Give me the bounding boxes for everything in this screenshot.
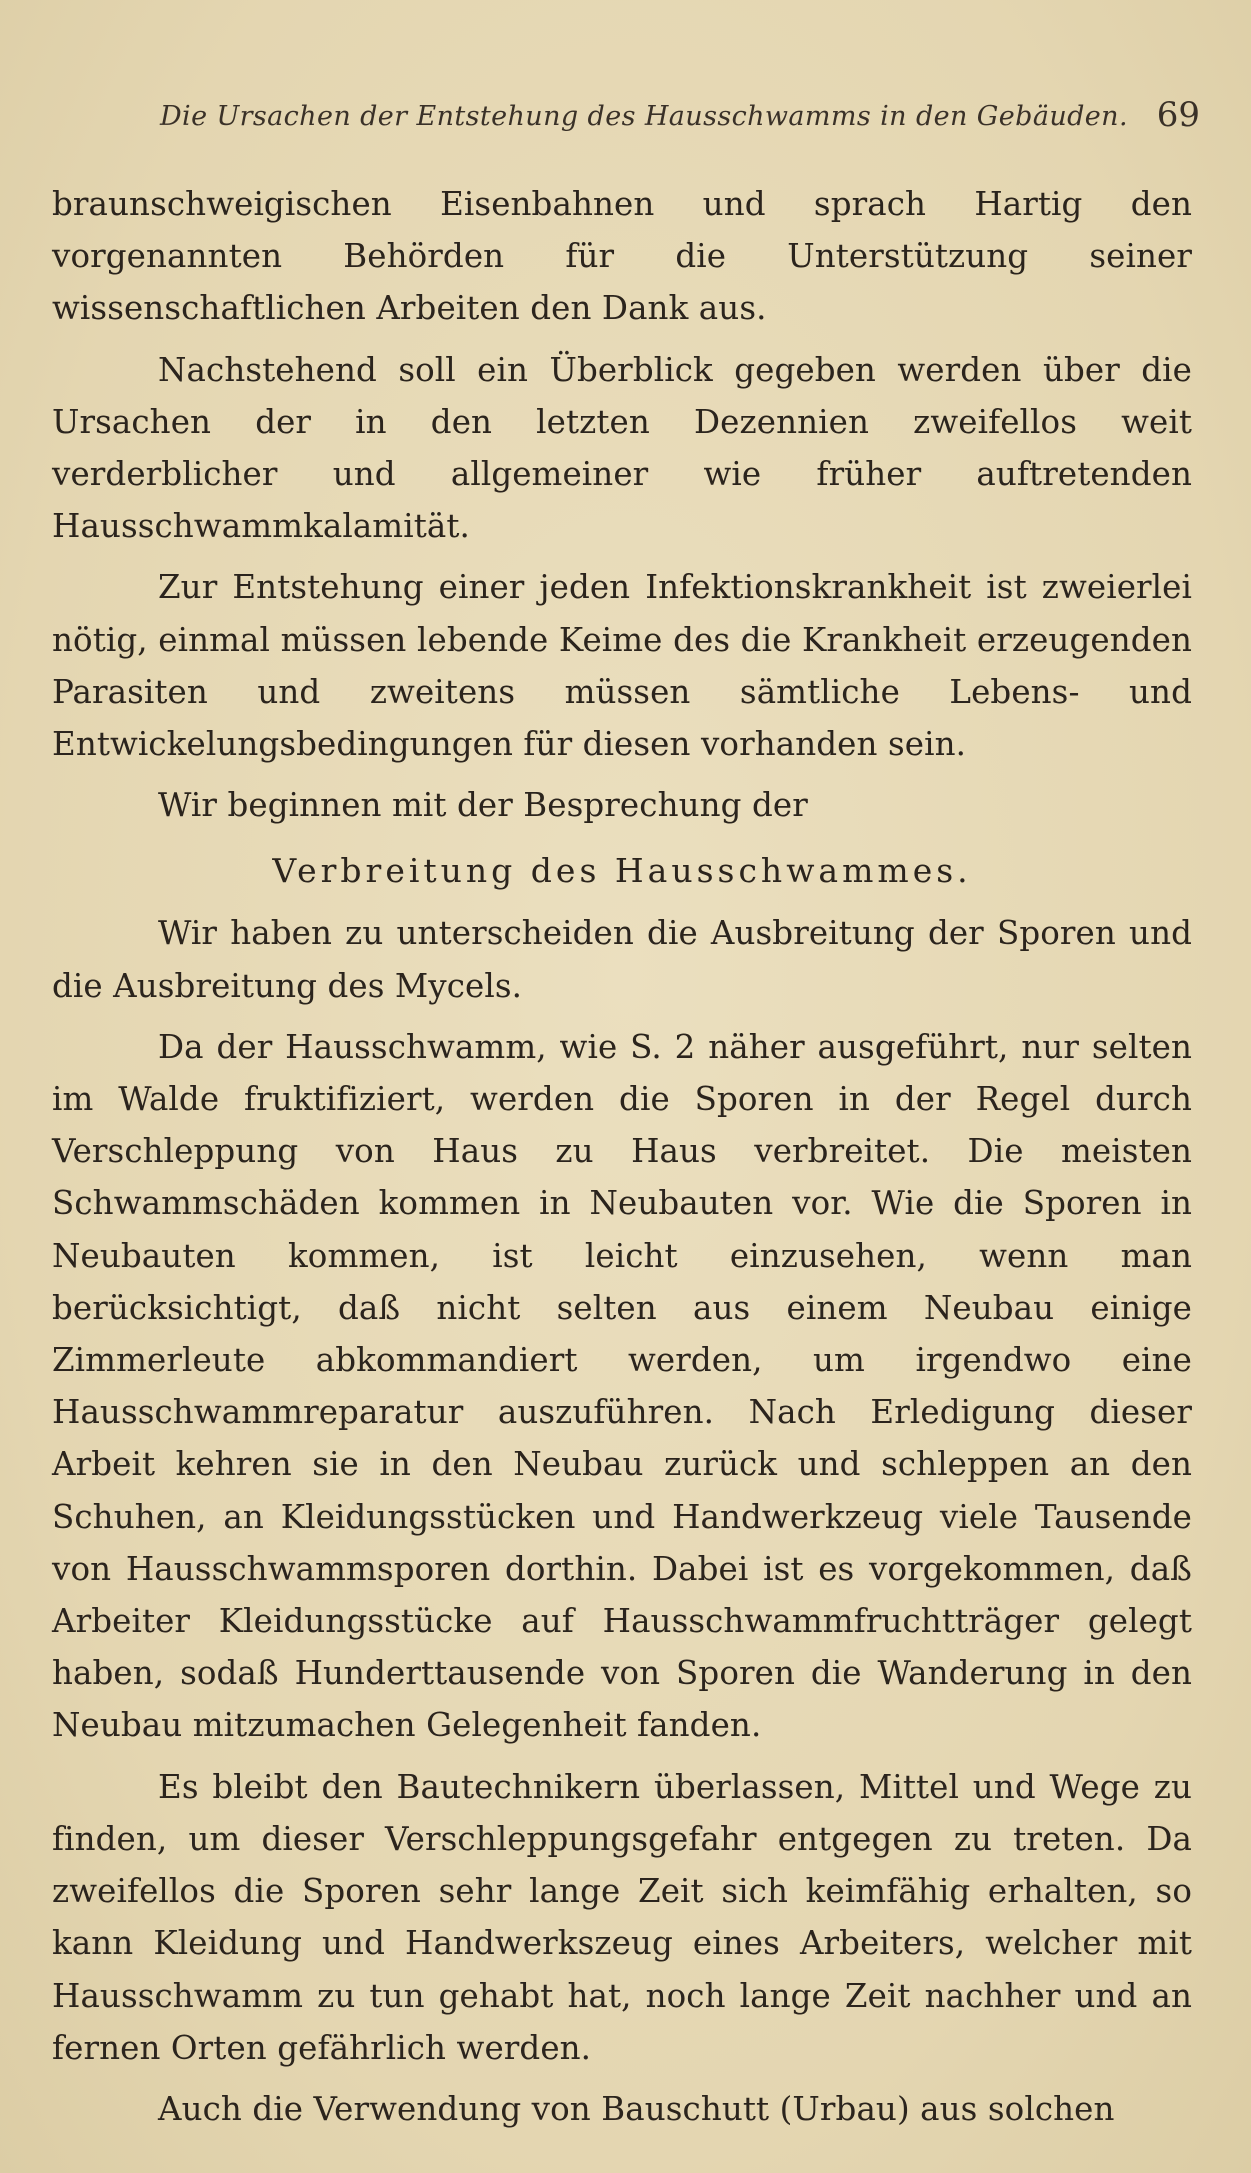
body-text: [52, 178, 1192, 2144]
paragraph-4: Wir beginnen mit der Besprechung der: [158, 786, 808, 825]
paragraph-1: braunschweigischen Eisenbahnen und sprach Hartig den vorgenannten Behörden für die Unterstützung seiner wissenschaftlichen Arbeiten den Dank aus.: [52, 185, 1192, 328]
section-paragraph-3: Es bleibt den Bautechnikern überlassen, Mittel und Wege zu finden, um dieser Verschleppungsgefahr entgegen zu treten. Da zweifellos die Sporen sehr lange Zeit sich keimfähig erhalten, so kann Kleidung und Handwerkszeug eines Arbeiters, welcher mit Hausschwamm zu tun gehabt hat, noch lange Zeit nachher und an fernen Orten gefährlich werden.: [52, 1767, 1192, 2067]
page-number: 69: [1156, 95, 1200, 135]
section-paragraph-2: Da der Hausschwamm, wie S. 2 näher ausgeführt, nur selten im Walde fruktifiziert, werden die Sporen in der Regel durch Verschleppung von Haus zu Haus verbreitet. Die meisten Schwammschäden kommen in Neubauten vor. Wie die Sporen in Neubauten kommen, ist leicht einzusehen, wenn man berücksichtigt, daß nicht selten aus einem Neubau einige Zimmerleute abkommandiert werden, um irgendwo eine Hausschwammreparatur auszuführen. Nach Erledigung dieser Arbeit kehren sie in den Neubau zurück und schleppen an den Schuhen, an Kleidungsstücken und Handwerkzeug viele Tausende von Hausschwammsporen dorthin. Dabei ist es vorgekommen, daß Arbeiter Kleidungsstücke auf Hausschwammfruchtträger gelegt haben, sodaß Hunderttausende von Sporen die Wanderung in den Neubau mitzumachen Gelegenheit fanden.: [52, 1027, 1192, 1745]
section-heading: Verbreitung des Hausschwammes.: [272, 851, 972, 891]
section-paragraph-1: Wir haben zu unterscheiden die Ausbreitung der Sporen und die Ausbreitung des Mycels.: [52, 914, 1192, 1005]
section-paragraph-4: Auch die Verwendung von Bauschutt (Urbau) aus solchen: [158, 2089, 1115, 2128]
paragraph-2: Nachstehend soll ein Überblick gegeben werden über die Ursachen der in den letzten Dezennien zweifellos weit verderblicher und allgemeiner wie früher auftretenden Hausschwammkalamität.: [52, 350, 1192, 546]
page-header: [160, 95, 1200, 145]
running-title: Die Ursachen der Entstehung des Hausschwamms in den Gebäuden.: [160, 101, 1128, 132]
paragraph-3: Zur Entstehung einer jeden Infektionskrankheit ist zweierlei nötig, einmal müssen lebende Keime des die Krankheit erzeugenden Parasiten und zweitens müssen sämtliche Lebens- und Entwickelungsbedingungen für diesen vorhanden sein.: [52, 568, 1192, 764]
